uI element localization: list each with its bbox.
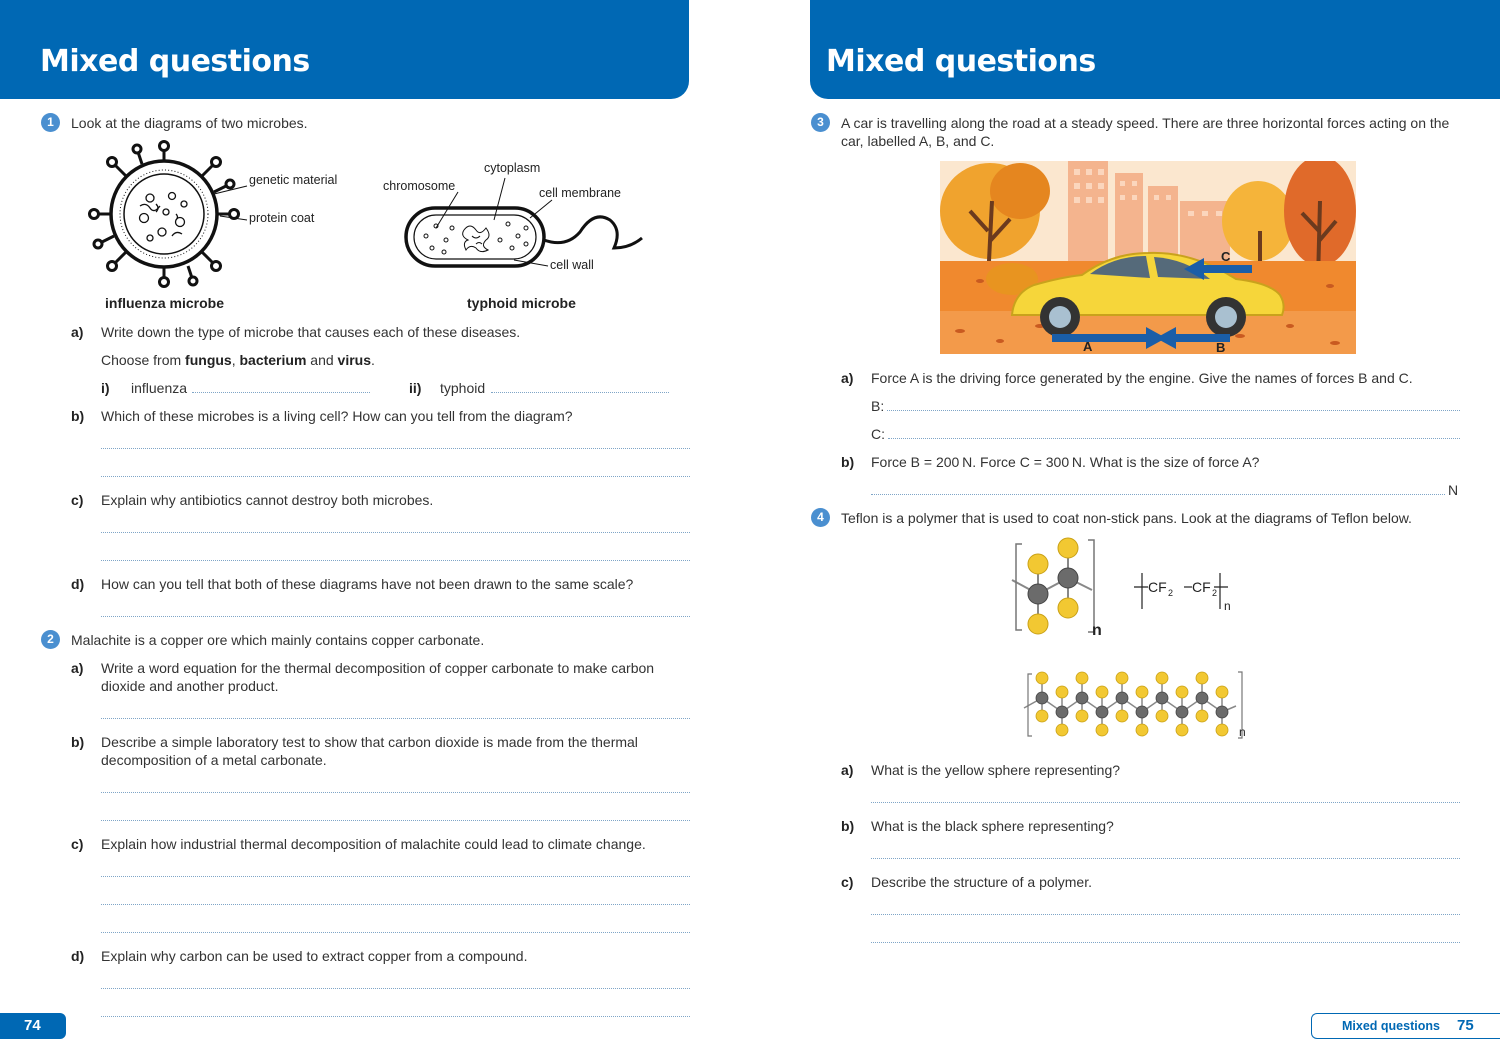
- q2a-text-line1: Write a word equation for the thermal decomposition of copper carbonate to make carbon: [101, 660, 655, 676]
- answer-line[interactable]: [101, 476, 690, 477]
- q1b-text: Which of these microbes is a living cell? How can you tell from the diagram?: [101, 408, 573, 424]
- label-cell-membrane: cell membrane: [539, 186, 621, 200]
- answer-line[interactable]: [101, 616, 690, 617]
- q1b-label: b): [71, 408, 85, 424]
- chain-repeat-n: n: [1239, 725, 1246, 739]
- q2d-label: d): [71, 948, 85, 964]
- question-number-3: 3: [811, 113, 830, 132]
- choose-prefix: Choose from: [101, 352, 186, 368]
- left-header-banner: [0, 0, 689, 99]
- answer-line[interactable]: [101, 1016, 690, 1017]
- answer-line-q1a-ii[interactable]: [491, 392, 669, 393]
- choose-end: .: [371, 352, 375, 368]
- q1a-text: Write down the type of microbe that causes each of these diseases.: [101, 324, 521, 340]
- q3a-text: Force A is the driving force generated by the engine. Give the names of forces B and C.: [871, 370, 1413, 386]
- right-header-banner: [810, 0, 1500, 99]
- answer-line-force-b[interactable]: [887, 410, 1460, 411]
- q1d-label: d): [71, 576, 85, 592]
- q1c-label: c): [71, 492, 84, 508]
- unit-newtons: N: [1448, 482, 1459, 498]
- q4a-label: a): [841, 762, 854, 778]
- q1-text: Look at the diagrams of two microbes.: [71, 115, 308, 131]
- choice-fungus: fungus: [185, 352, 232, 368]
- force-label-c: C: [1221, 249, 1231, 264]
- answer-line[interactable]: [101, 904, 690, 905]
- page-number-left: 74: [0, 1013, 66, 1039]
- answer-line-force-c[interactable]: [888, 438, 1460, 439]
- label-genetic-material: genetic material: [249, 173, 338, 187]
- q3a-label: a): [841, 370, 854, 386]
- answer-line[interactable]: [101, 876, 690, 877]
- influenza-virus-drawing: [90, 142, 239, 287]
- answer-line[interactable]: [101, 448, 690, 449]
- monomer-repeat-n: n: [1092, 622, 1102, 639]
- svg-text:2: 2: [1212, 588, 1218, 598]
- footer-section-title: Mixed questions: [1342, 1019, 1440, 1033]
- q1a-ii-text: typhoid: [440, 380, 486, 396]
- q1a-ii-label: ii): [409, 380, 422, 396]
- question-number-2: 2: [41, 630, 60, 649]
- force-label-b: B: [1216, 340, 1226, 355]
- answer-line[interactable]: [101, 560, 690, 561]
- q4c-label: c): [841, 874, 854, 890]
- q4a-text: What is the yellow sphere representing?: [871, 762, 1121, 778]
- q1a-label: a): [71, 324, 84, 340]
- answer-line[interactable]: [101, 988, 690, 989]
- q2b-label: b): [71, 734, 85, 750]
- answer-line[interactable]: [101, 932, 690, 933]
- choose-sep-1: ,: [231, 352, 240, 368]
- force-label-a: A: [1083, 339, 1093, 354]
- right-page: [810, 0, 1500, 1064]
- q1a-choose: [101, 351, 375, 369]
- q1a-i-label: i): [101, 380, 110, 396]
- svg-text:CF: CF: [1148, 579, 1167, 595]
- footer-right-tab: [1311, 1013, 1500, 1039]
- page-number-right: 75: [1457, 1017, 1474, 1034]
- influenza-caption: influenza microbe: [105, 295, 225, 311]
- svg-text:CF: CF: [1192, 579, 1211, 595]
- q3-text-line1: A car is travelling along the road at a steady speed. There are three horizontal forces acting on the: [841, 115, 1450, 131]
- label-protein-coat: protein coat: [249, 211, 315, 225]
- left-page: [0, 0, 690, 1064]
- q2b-text-line1: Describe a simple laboratory test to show that carbon dioxide is made from the thermal: [101, 734, 638, 750]
- answer-line[interactable]: [101, 792, 690, 793]
- q3a-c-line-label: C:: [871, 426, 885, 442]
- label-chromosome: chromosome: [383, 179, 456, 193]
- page-title: Mixed questions: [40, 44, 310, 79]
- q3-text-line2: car, labelled A, B, and C.: [841, 133, 995, 149]
- answer-line[interactable]: [871, 942, 1460, 943]
- answer-line[interactable]: [101, 718, 690, 719]
- teflon-chain-model: [1020, 668, 1250, 744]
- car-forces-illustration: [940, 161, 1356, 354]
- q4b-label: b): [841, 818, 855, 834]
- answer-line[interactable]: [871, 858, 1460, 859]
- choose-sep-2: and: [306, 352, 338, 368]
- answer-line-force-a[interactable]: [871, 494, 1445, 495]
- q2b-text-line2: decomposition of a metal carbonate.: [101, 752, 327, 768]
- question-number-4: 4: [811, 508, 830, 527]
- q2a-label: a): [71, 660, 84, 676]
- q3b-label: b): [841, 454, 855, 470]
- typhoid-caption: typhoid microbe: [467, 295, 576, 311]
- q2d-text: Explain why carbon can be used to extract copper from a compound.: [101, 948, 528, 964]
- q3a-b-line-label: B:: [871, 398, 885, 414]
- question-number-1: 1: [41, 113, 60, 132]
- q4b-text: What is the black sphere representing?: [871, 818, 1114, 834]
- choice-bacterium: bacterium: [239, 352, 307, 368]
- q3b-text: Force B = 200 N. Force C = 300 N. What is the size of force A?: [871, 454, 1260, 470]
- q2c-label: c): [71, 836, 84, 852]
- choice-virus: virus: [337, 352, 372, 368]
- formula-repeat-n: n: [1224, 599, 1231, 613]
- answer-line[interactable]: [101, 532, 690, 533]
- q2-text: Malachite is a copper ore which mainly contains copper carbonate.: [71, 632, 485, 648]
- q2c-text: Explain how industrial thermal decomposition of malachite could lead to climate change.: [101, 836, 646, 852]
- q1d-text: How can you tell that both of these diagrams have not been drawn to the same scale?: [101, 576, 634, 592]
- q1c-text: Explain why antibiotics cannot destroy both microbes.: [101, 492, 434, 508]
- svg-text:2: 2: [1168, 588, 1174, 598]
- label-cytoplasm: cytoplasm: [484, 161, 541, 175]
- q1a-i-text: influenza: [131, 380, 188, 396]
- answer-line[interactable]: [101, 820, 690, 821]
- answer-line[interactable]: [871, 802, 1460, 803]
- label-cell-wall: cell wall: [550, 258, 594, 272]
- q4c-text: Describe the structure of a polymer.: [871, 874, 1092, 890]
- answer-line-q1a-i[interactable]: [192, 392, 370, 393]
- page-title: Mixed questions: [826, 44, 1096, 79]
- q4-text: Teflon is a polymer that is used to coat non-stick pans. Look at the diagrams of Teflon below.: [841, 510, 1412, 526]
- answer-line[interactable]: [871, 914, 1460, 915]
- q2a-text-line2: dioxide and another product.: [101, 678, 279, 694]
- teflon-formula: [1128, 565, 1238, 615]
